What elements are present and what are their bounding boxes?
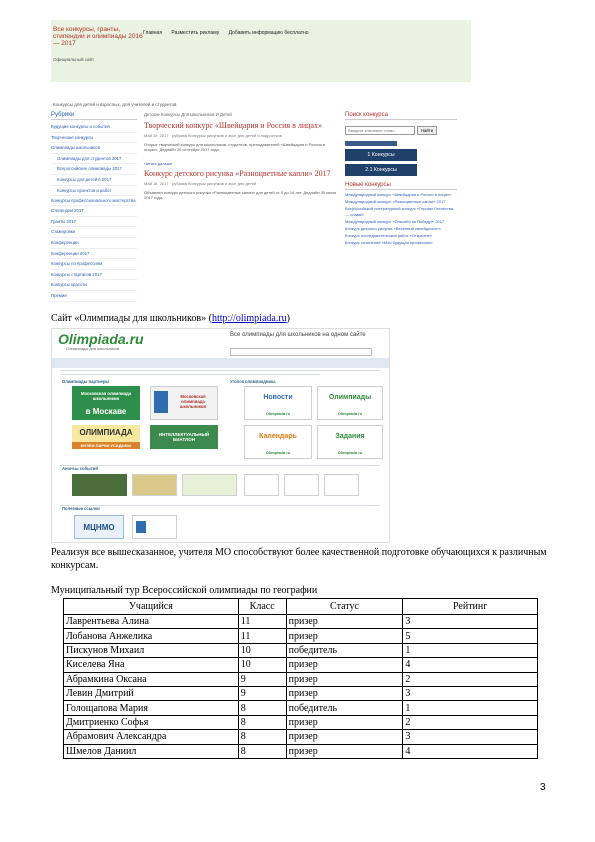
- announce-banner[interactable]: [72, 474, 127, 496]
- student-cell: Киселева Яна: [64, 658, 239, 672]
- tile-label: Новости: [263, 394, 293, 401]
- category-link[interactable]: Стипендии 2017: [51, 206, 137, 217]
- read-more-link[interactable]: Читать дальше: [144, 160, 173, 166]
- student-cell: Дмитриенко Софья: [64, 715, 239, 729]
- social-badge[interactable]: [345, 141, 397, 146]
- status-cell: призер: [286, 615, 403, 629]
- banner-text: в Москаве: [85, 407, 127, 416]
- nav-ads-link[interactable]: Разместить рекламу: [171, 30, 220, 36]
- rubrics-sidebar: [51, 112, 137, 302]
- announce-banner[interactable]: [182, 474, 237, 496]
- student-cell: Пискунов Михаил: [64, 643, 239, 657]
- category-link[interactable]: Олимпиады для студентов 2017: [51, 154, 137, 165]
- category-link[interactable]: Творческие конкурсы: [51, 133, 137, 144]
- rating-cell: 3: [403, 730, 538, 744]
- category-link[interactable]: Конференции: [51, 238, 137, 249]
- site-title[interactable]: Все конкурсы, гранты, стипендии и олимпиады 2016 — 2017: [53, 26, 143, 47]
- status-cell: призер: [286, 672, 403, 686]
- widget-button[interactable]: 2.1 Конкурсы: [345, 164, 417, 176]
- konkursy-site-screenshot: [51, 20, 471, 303]
- nav-add-info-link[interactable]: Добавить информацию бесплатно: [228, 30, 309, 36]
- student-cell: Абрамович Александра: [64, 730, 239, 744]
- tile-label: Календарь: [259, 433, 297, 440]
- table-row: [64, 672, 538, 686]
- grade-cell: 9: [238, 672, 286, 686]
- news-link[interactable]: Конкурс исследовательских работ «Открытие»: [345, 233, 433, 239]
- banner-text: МЦНМО: [83, 523, 115, 532]
- post-meta: Май 18, 2017 · рубрика Конкурсы рисунков и эссе для детей: [144, 181, 257, 186]
- grade-cell: 10: [238, 643, 286, 657]
- banner-text: ОЛИМПИАДА: [79, 428, 133, 437]
- mcnmo-banner[interactable]: [74, 515, 124, 539]
- grade-cell: 8: [238, 701, 286, 715]
- rating-cell: 5: [403, 629, 538, 643]
- category-link[interactable]: Конкурсы для детей в 2017: [51, 175, 137, 186]
- caption-suffix: ): [286, 313, 290, 324]
- grade-cell: 9: [238, 686, 286, 700]
- divider: [60, 370, 380, 371]
- site-tagline: Конкурсы для детей и взрослых, для учителей и студентов: [53, 102, 177, 107]
- rating-cell: 1: [403, 643, 538, 657]
- news-link[interactable]: Международный конкурс «Спасибо за Победу!» 2017: [345, 218, 445, 224]
- student-cell: Левин Дмитрий: [64, 686, 239, 700]
- section-heading: Олимпиады-партнеры: [62, 379, 109, 384]
- results-table: [63, 598, 538, 759]
- news-link[interactable]: Международный конкурс «Разноцветные капли» 2017: [345, 199, 446, 205]
- tile-label: Задания: [335, 433, 365, 440]
- table-row: [64, 658, 538, 672]
- category-link[interactable]: Конкурсы стартапов 2017: [51, 270, 137, 281]
- banner-text: Московская олимпиада школьников: [179, 394, 207, 409]
- status-cell: победитель: [286, 701, 403, 715]
- caption-prefix: Сайт «Олимпиады для школьников» (: [51, 313, 212, 324]
- section-heading: Полезные ссылки: [62, 506, 100, 511]
- site-caption: [51, 313, 290, 325]
- rating-cell: 4: [403, 744, 538, 758]
- olimpiada-url-link[interactable]: http://olimpiada.ru: [211, 313, 287, 324]
- breadcrumb: Детские Конкурсы Для Школьников И Детей: [144, 112, 232, 117]
- tile-sub: Olimpiada.ru: [265, 411, 291, 416]
- page-number: 3: [540, 782, 546, 793]
- table-row: [64, 643, 538, 657]
- student-cell: Абрамкина Оксана: [64, 672, 239, 686]
- status-cell: призер: [286, 744, 403, 758]
- status-cell: призер: [286, 730, 403, 744]
- rating-cell: 3: [403, 686, 538, 700]
- rubrics-heading: Рубрики: [51, 112, 137, 120]
- table-row: [64, 730, 538, 744]
- site-subtitle: Официальный сайт: [53, 57, 95, 62]
- partner-banner[interactable]: [132, 515, 177, 539]
- olimpiada-logo-subtitle: Олимпиады для школьников: [66, 346, 120, 351]
- table-row: [64, 744, 538, 758]
- category-link[interactable]: Конкурсы красоты: [51, 280, 137, 291]
- status-cell: призер: [286, 686, 403, 700]
- summary-paragraph: Реализуя все вышесказанное, учителя МО способствуют более качественной подготовке обучающихся к различным конкурсам.: [51, 547, 547, 571]
- category-link[interactable]: Будущие конкурсы и события: [51, 122, 137, 133]
- olympiads-tile[interactable]: [317, 386, 383, 420]
- announce-slot[interactable]: [324, 474, 359, 496]
- post-title-link[interactable]: Творческий конкурс «Швейцария и Россия в лицах»: [144, 121, 322, 130]
- table-row: [64, 686, 538, 700]
- table-title: Муниципальный тур Всероссийской олимпиады по географии: [51, 585, 318, 596]
- tasks-tile[interactable]: [317, 425, 383, 459]
- right-sidebar: [345, 112, 457, 248]
- emblem-icon: [136, 521, 146, 533]
- rating-cell: 2: [403, 715, 538, 729]
- category-link[interactable]: Конкурсы профессионального мастерства: [51, 196, 137, 206]
- olimpiada-header: [52, 329, 390, 357]
- announce-slot[interactable]: [284, 474, 319, 496]
- post-excerpt: Объявлен конкурс детского рисунка «Разноцветные капли» для детей от 5 до 14 лет. Дедлайн 30 июня 2017 года.: [144, 189, 336, 200]
- grade-cell: 11: [238, 629, 286, 643]
- divider: [60, 465, 380, 466]
- student-cell: Шмелов Даниил: [64, 744, 239, 758]
- tile-sub: Olimpiada.ru: [337, 411, 363, 416]
- student-cell: Голощапова Мария: [64, 701, 239, 715]
- status-cell: победитель: [286, 643, 403, 657]
- post-excerpt: Открыт творческий конкурс для школьников, студентов, преподавателей «Швейцария и Россия в лицах». Дедлайн 20 сентября 2017 года.: [144, 141, 326, 152]
- search-form: [345, 126, 457, 135]
- news-tile[interactable]: [244, 386, 312, 420]
- divider: [60, 374, 320, 375]
- tile-label: Олимпиады: [328, 394, 372, 401]
- rating-cell: 4: [403, 658, 538, 672]
- category-link[interactable]: Гранты 2017: [51, 217, 137, 228]
- status-cell: призер: [286, 658, 403, 672]
- tile-sub: Olimpiada.ru: [265, 450, 291, 455]
- announce-slot[interactable]: [244, 474, 279, 496]
- tile-sub: Olimpiada.ru: [337, 450, 363, 455]
- status-cell: призер: [286, 715, 403, 729]
- table-row: [64, 701, 538, 715]
- category-link[interactable]: Конкурсы по профессиям: [51, 259, 137, 270]
- news-link[interactable]: Всероссийский литературный конкурс «Героям Отечества — слава!»: [345, 206, 454, 217]
- post-meta: Май 19, 2017 · рубрика Конкурсы рисунков и эссе для детей и подростков: [144, 133, 282, 138]
- category-link[interactable]: Стажировки: [51, 227, 137, 238]
- category-link[interactable]: Конференции 2017: [51, 249, 137, 260]
- banner-text: МУЗЕИ ПАРКИ УСАДЬБЫ: [80, 443, 132, 448]
- search-heading: Поиск конкурса: [345, 112, 457, 120]
- column-header: Класс: [238, 599, 286, 615]
- news-heading: Новые конкурсы: [345, 182, 457, 190]
- rating-cell: 1: [403, 701, 538, 715]
- posts-column: [144, 112, 340, 201]
- biathlon-banner[interactable]: [150, 425, 218, 449]
- table-row: [64, 615, 538, 629]
- category-link[interactable]: Премии: [51, 291, 137, 302]
- olimpiada-site-screenshot: [51, 328, 390, 543]
- section-heading: Уголок олимпиадника: [230, 379, 276, 384]
- grade-cell: 11: [238, 615, 286, 629]
- search-button[interactable]: Найти: [417, 126, 437, 135]
- divider: [60, 505, 380, 506]
- olimpiada-logo[interactable]: Olimpiada.ru: [58, 331, 144, 347]
- grade-cell: 10: [238, 658, 286, 672]
- olimpiada-info-band: [52, 358, 390, 368]
- category-link[interactable]: Конкурсы проектов и работ: [51, 186, 137, 197]
- column-header: Учащийся: [64, 599, 239, 615]
- site-nav: [143, 30, 317, 36]
- nav-home-link[interactable]: Главная: [143, 30, 163, 36]
- news-link[interactable]: Конкурс сочинений «Моя будущая профессия»: [345, 240, 433, 246]
- banner-text: Московская олимпиада школьников: [80, 391, 132, 401]
- grade-cell: 8: [238, 730, 286, 744]
- banner-text: ИНТЕЛЛЕКТУАЛЬНЫЙ БИАТЛОН: [158, 432, 210, 442]
- table-row: [64, 715, 538, 729]
- shield-icon: [154, 391, 168, 413]
- table-header-row: [64, 599, 538, 615]
- table-row: [64, 629, 538, 643]
- search-input[interactable]: Введите ключевое слово: [345, 126, 415, 135]
- grade-cell: 8: [238, 744, 286, 758]
- column-header: Статус: [286, 599, 403, 615]
- moscow-school-olympiad-banner[interactable]: [150, 386, 218, 420]
- olimpiada-search-input[interactable]: [230, 348, 372, 356]
- grade-cell: 8: [238, 715, 286, 729]
- category-link[interactable]: Олимпиады школьников: [51, 143, 137, 154]
- news-link[interactable]: Международный конкурс «Швейцария и Россия в лицах»: [345, 192, 452, 197]
- olimpiada-tagline: Все олимпиады для школьников на одном сайте: [230, 332, 366, 338]
- widget-button[interactable]: 1 Конкурсы: [345, 149, 417, 161]
- site-header: [51, 20, 471, 82]
- rating-cell: 3: [403, 615, 538, 629]
- announce-banner[interactable]: [132, 474, 177, 496]
- calendar-tile[interactable]: [244, 425, 312, 459]
- moscow-olympiad-banner[interactable]: [72, 386, 140, 420]
- section-heading: Анонсы событий: [62, 466, 98, 471]
- category-link[interactable]: Всероссийские олимпиады 2017: [51, 164, 137, 175]
- post-title-link[interactable]: Конкурс детского рисунка «Разноцветные капли» 2017: [144, 169, 331, 178]
- news-link[interactable]: Конкурс детского рисунка «Весенний калейдоскоп»: [345, 226, 441, 232]
- status-cell: призер: [286, 629, 403, 643]
- column-header: Рейтинг: [403, 599, 538, 615]
- student-cell: Лаврентьева Алина: [64, 615, 239, 629]
- rating-cell: 2: [403, 672, 538, 686]
- student-cell: Лобанова Анжелика: [64, 629, 239, 643]
- museum-olympiad-banner[interactable]: [72, 425, 140, 449]
